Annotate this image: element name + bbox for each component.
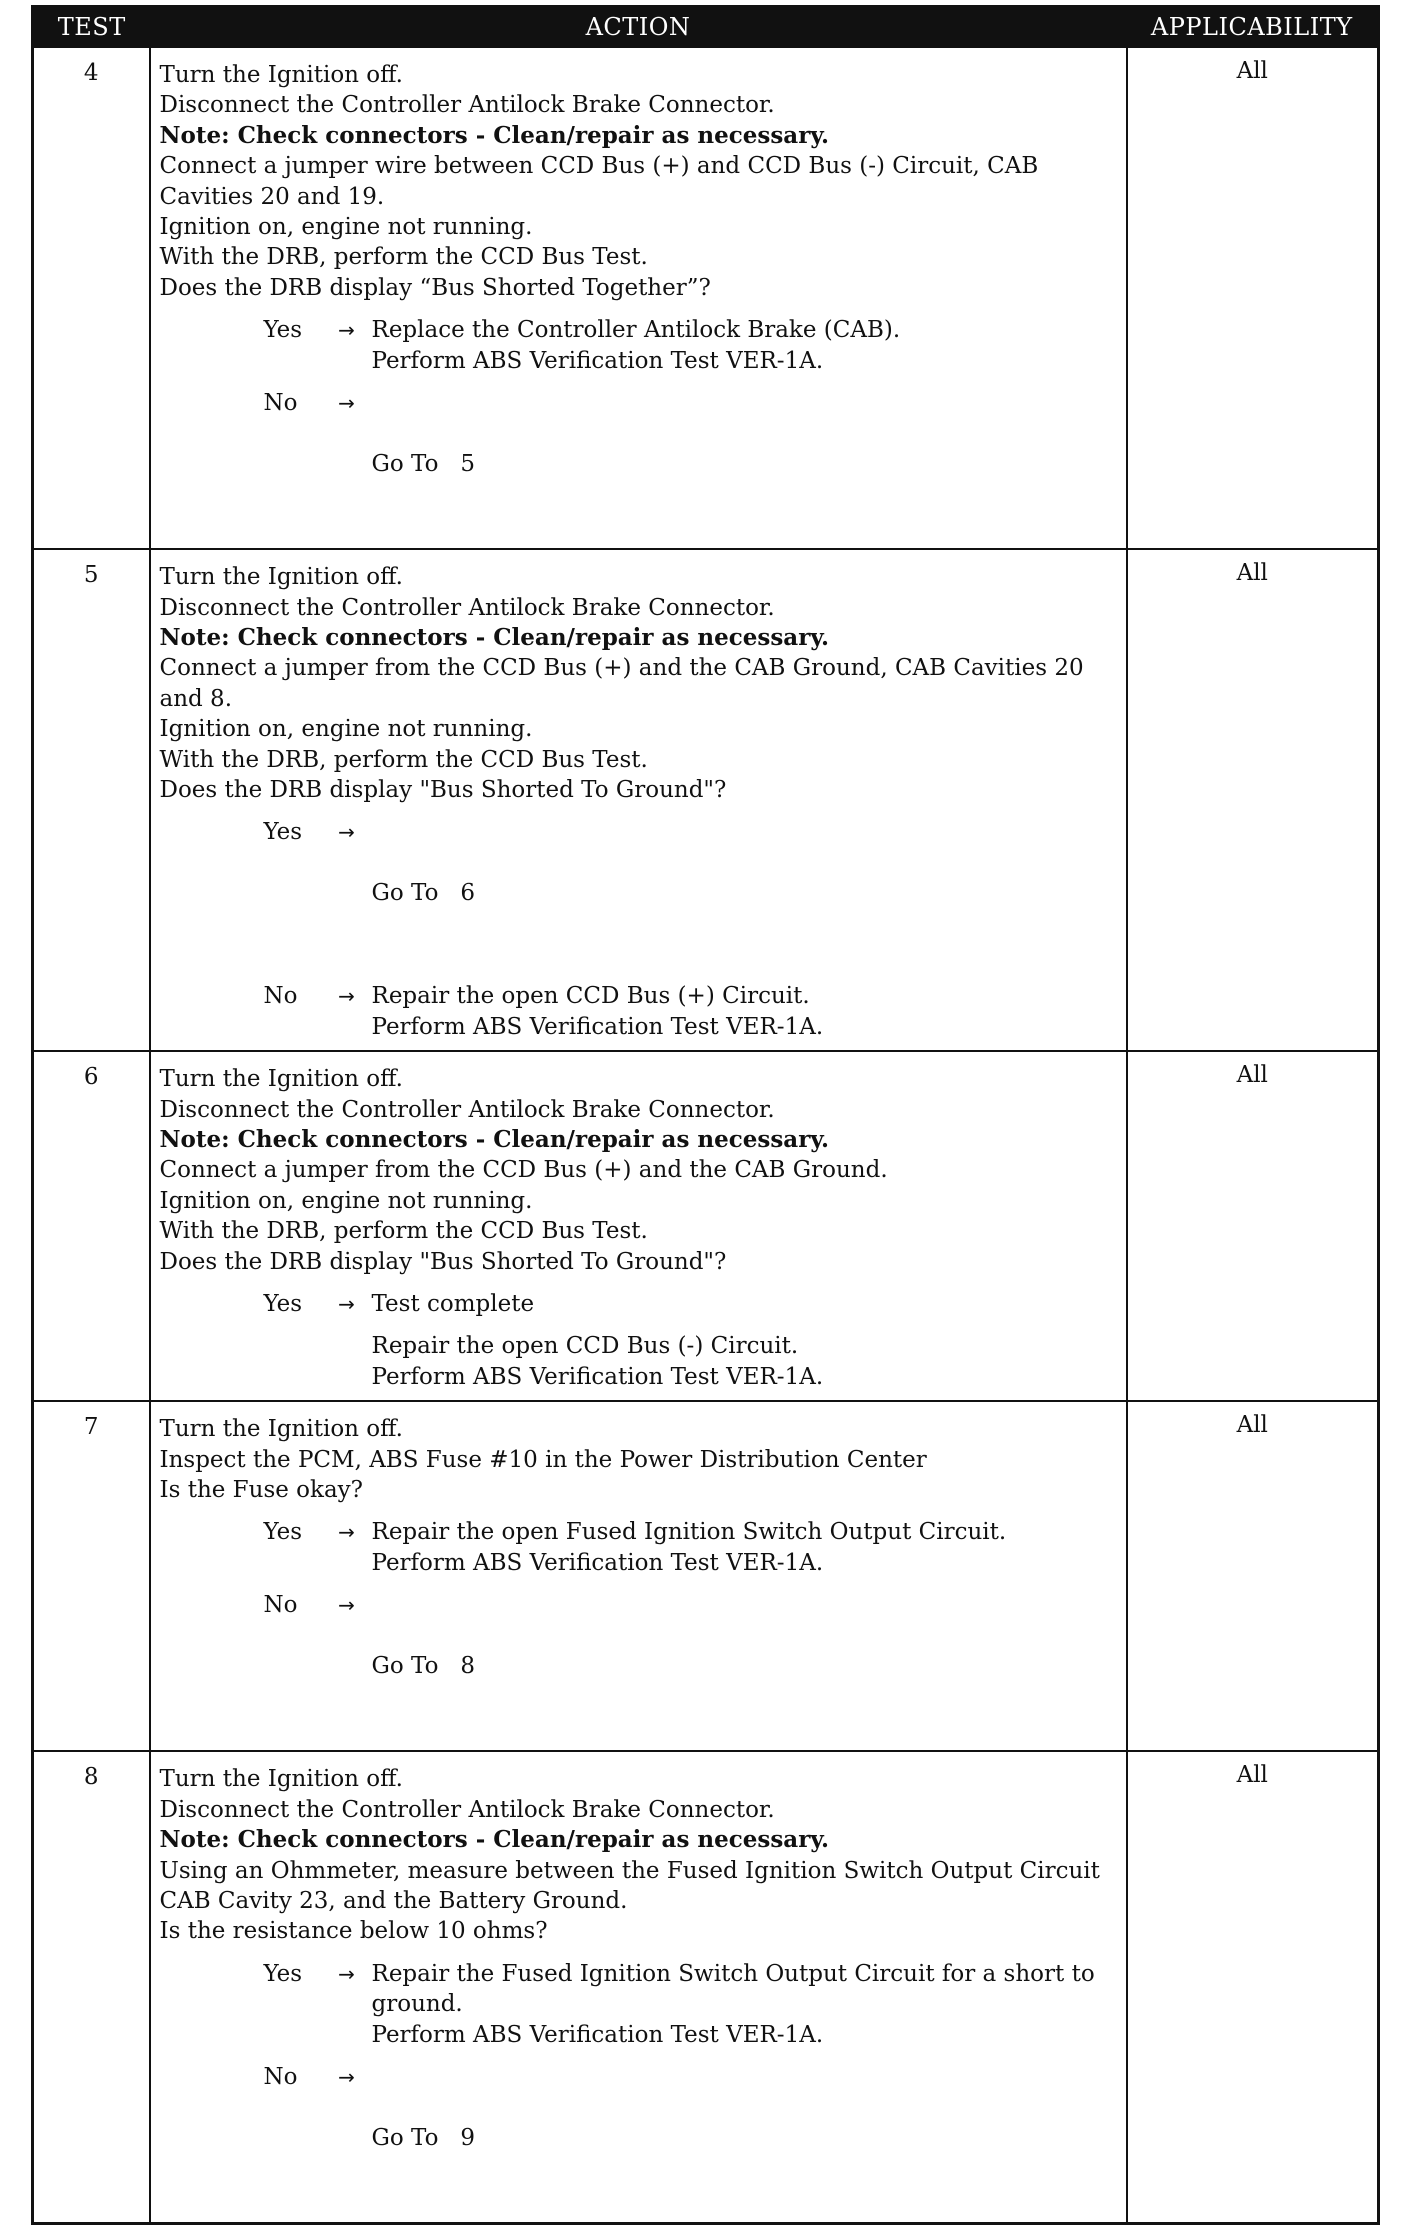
test-number: 6 <box>33 1051 150 1401</box>
table-header-row <box>33 7 1379 48</box>
step-line: Inspect the PCM, ABS Fuse #10 in the Power Distribution Center <box>159 1446 927 1473</box>
question-line: Does the DRB display “Bus Shorted Together”? <box>159 274 711 301</box>
step-line: Turn the Ignition off. <box>159 1066 403 1093</box>
action-cell <box>150 1051 1127 1401</box>
test-row-5 <box>33 549 1379 1051</box>
arrow-icon: → <box>338 1520 355 1545</box>
yes-response <box>160 1517 1120 1578</box>
diagnostic-test-table <box>31 5 1380 2225</box>
no-response <box>160 1331 1120 1392</box>
response-line: Go To 9 <box>371 2124 475 2151</box>
question-line: Does the DRB display "Bus Shorted To Ground"? <box>159 1248 727 1275</box>
response-line: Repair the open CCD Bus (-) Circuit. <box>371 1333 799 1360</box>
step-line: Ignition on, engine not running. <box>159 214 533 241</box>
test-number: 4 <box>33 47 150 549</box>
yes-response <box>160 1959 1120 2050</box>
no-label: No <box>263 2063 298 2090</box>
applicability-cell: All <box>1127 1401 1379 1751</box>
step-line: Ignition on, engine not running. <box>159 716 533 743</box>
header-test: TEST <box>33 7 150 48</box>
step-line: Turn the Ignition off. <box>159 1766 403 1793</box>
action-cell <box>150 1751 1127 2223</box>
arrow-icon: → <box>338 1961 355 1986</box>
response-line: Repair the open CCD Bus (+) Circuit. <box>371 983 810 1010</box>
action-cell <box>150 1401 1127 1751</box>
test-number: 5 <box>33 549 150 1051</box>
test-row-8 <box>33 1751 1379 2223</box>
arrow-icon: → <box>338 2064 355 2089</box>
yes-label: Yes <box>263 1519 303 1546</box>
step-line: Ignition on, engine not running. <box>159 1187 533 1214</box>
arrow-icon: → <box>338 318 355 343</box>
response-line: Test complete <box>371 1291 535 1318</box>
step-line: Connect a jumper from the CCD Bus (+) and the CAB Ground. <box>159 1157 888 1184</box>
step-line: Turn the Ignition off. <box>159 62 403 88</box>
no-label: No <box>263 390 298 417</box>
step-line: Disconnect the Controller Antilock Brake Connector. <box>159 92 775 119</box>
applicability-cell: All <box>1127 1751 1379 2223</box>
step-line: Connect a jumper from the CCD Bus (+) and the CAB Ground, CAB Cavities 20 and 8. <box>159 655 1084 712</box>
yes-label: Yes <box>263 1960 303 1987</box>
test-row-4 <box>33 47 1379 549</box>
action-cell <box>150 549 1127 1051</box>
response-line: Go To 6 <box>371 880 475 907</box>
step-line: Turn the Ignition off. <box>159 564 403 591</box>
note-line: Note: Check connectors - Clean/repair as necessary. <box>159 121 830 149</box>
applicability-cell: All <box>1127 47 1379 549</box>
no-response <box>160 981 1120 1042</box>
note-line: Note: Check connectors - Clean/repair as necessary. <box>159 1826 830 1854</box>
header-action: ACTION <box>150 7 1127 48</box>
header-applicability: APPLICABILITY <box>1127 7 1379 48</box>
procedure-page <box>31 5 1377 2225</box>
test-number: 8 <box>33 1751 150 2223</box>
step-line: With the DRB, perform the CCD Bus Test. <box>159 746 648 773</box>
no-response <box>160 388 1120 540</box>
response-line: Go To 5 <box>371 450 475 477</box>
step-line: Disconnect the Controller Antilock Brake Connector. <box>159 594 775 621</box>
arrow-icon: → <box>338 984 355 1009</box>
response-line: Repair the open Fused Ignition Switch Output Circuit. <box>371 1519 1007 1546</box>
test-number: 7 <box>33 1401 150 1751</box>
note-line: Note: Check connectors - Clean/repair as necessary. <box>159 1126 830 1153</box>
no-label: No <box>263 1592 298 1619</box>
step-line: With the DRB, perform the CCD Bus Test. <box>159 1218 648 1245</box>
arrow-icon: → <box>338 1593 355 1618</box>
arrow-icon: → <box>338 1292 355 1317</box>
no-label: No <box>263 983 298 1010</box>
yes-response <box>160 1289 1120 1319</box>
yes-response <box>160 315 1120 376</box>
response-line: Perform ABS Verification Test VER-1A. <box>371 347 824 374</box>
step-line: Using an Ohmmeter, measure between the Fused Ignition Switch Output Circuit CAB Cavity 23, and the Battery Ground. <box>159 1857 1100 1914</box>
arrow-icon: → <box>338 391 355 416</box>
step-line: Disconnect the Controller Antilock Brake Connector. <box>159 1096 775 1123</box>
arrow-icon: → <box>338 820 355 845</box>
response-line: Perform ABS Verification Test VER-1A. <box>371 2021 824 2048</box>
no-response <box>160 2062 1120 2214</box>
response-line: Perform ABS Verification Test VER-1A. <box>371 1013 824 1040</box>
yes-label: Yes <box>263 1291 303 1318</box>
response-line: Repair the Fused Ignition Switch Output Circuit for a short to ground. <box>371 1960 1095 2018</box>
step-line: Connect a jumper wire between CCD Bus (+) and CCD Bus (-) Circuit, CAB Cavities 20 and 19. <box>159 153 1039 210</box>
question-line: Is the resistance below 10 ohms? <box>159 1918 548 1945</box>
response-line: Replace the Controller Antilock Brake (CAB). <box>371 317 901 344</box>
step-line: Disconnect the Controller Antilock Brake Connector. <box>159 1796 775 1823</box>
test-row-7 <box>33 1401 1379 1751</box>
question-line: Does the DRB display "Bus Shorted To Ground"? <box>159 776 727 803</box>
no-response <box>160 1590 1120 1742</box>
applicability-cell: All <box>1127 1051 1379 1401</box>
step-line: Turn the Ignition off. <box>159 1416 403 1443</box>
action-cell <box>150 47 1127 549</box>
yes-label: Yes <box>263 317 303 344</box>
applicability-cell: All <box>1127 549 1379 1051</box>
response-line: Perform ABS Verification Test VER-1A. <box>371 1363 824 1390</box>
step-line: With the DRB, perform the CCD Bus Test. <box>159 244 648 271</box>
response-line: Perform ABS Verification Test VER-1A. <box>371 1549 824 1576</box>
test-row-6 <box>33 1051 1379 1401</box>
yes-response <box>160 817 1120 969</box>
question-line: Is the Fuse okay? <box>159 1477 363 1504</box>
response-line: Go To 8 <box>371 1653 475 1680</box>
yes-label: Yes <box>263 819 303 846</box>
note-line: Note: Check connectors - Clean/repair as necessary. <box>159 623 830 651</box>
